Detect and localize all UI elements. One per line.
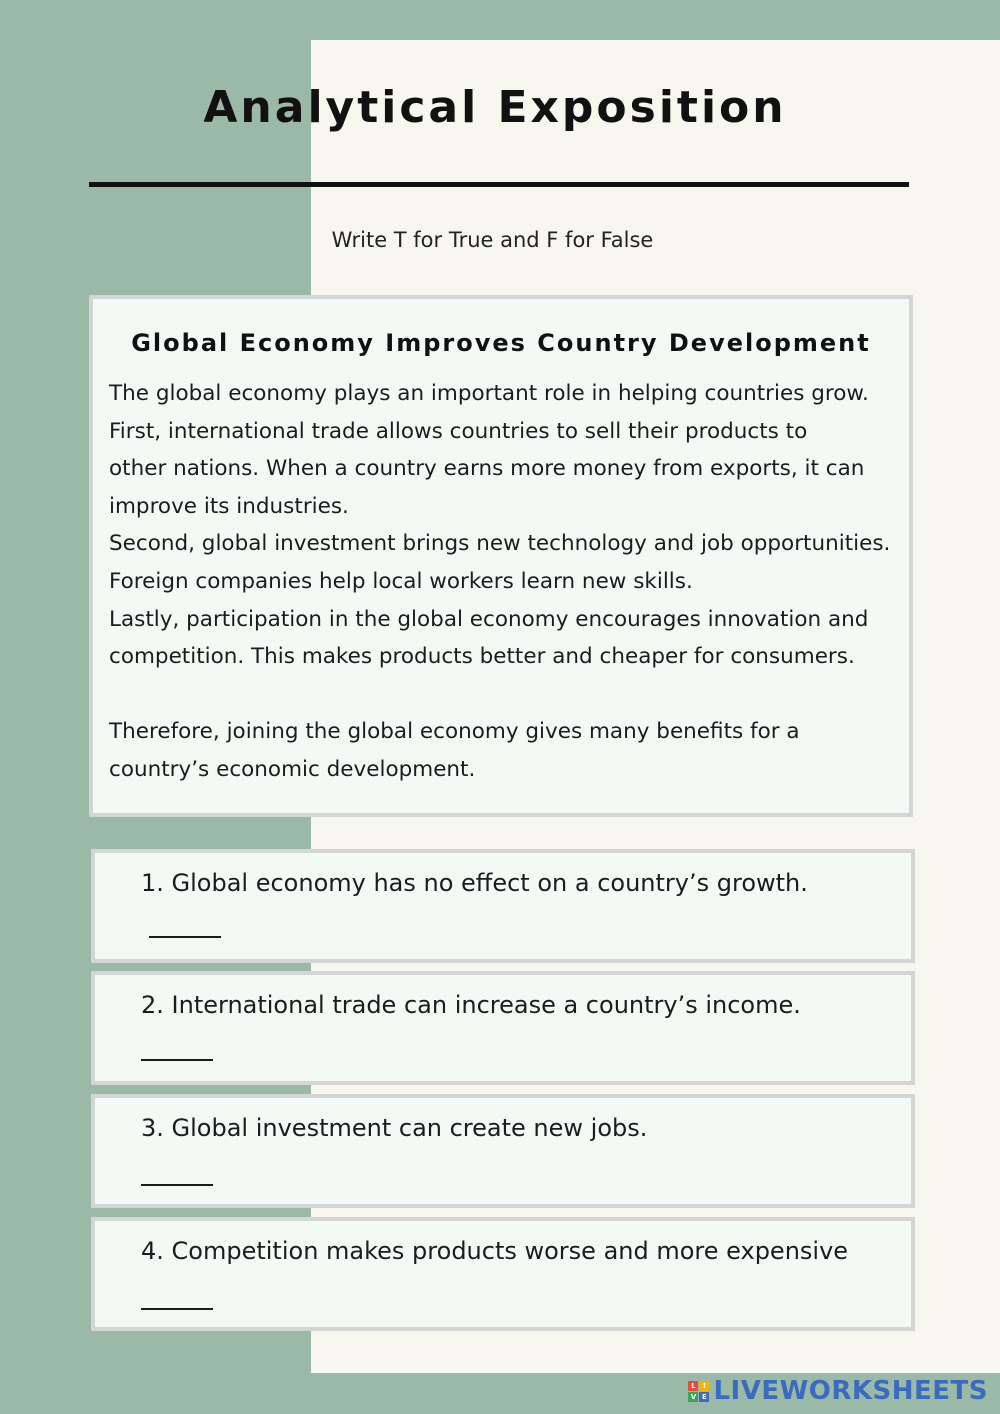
instruction-text: Write T for True and F for False — [331, 228, 654, 252]
paragraph-gap — [109, 676, 899, 714]
answer-blank-1[interactable] — [149, 936, 221, 938]
reading-line: Second, global investment brings new technology and job opportunities. — [109, 531, 891, 557]
answer-blank-3[interactable] — [141, 1184, 213, 1186]
question-box-3 — [91, 1094, 915, 1208]
question-text: 3. Global investment can create new jobs. — [141, 1114, 648, 1142]
reading-line: competition. This makes products better and cheaper for consumers. — [109, 644, 855, 670]
liveworksheets-logo — [688, 1375, 988, 1407]
logo-letter: L — [688, 1381, 698, 1391]
question-box-1 — [91, 849, 915, 963]
reading-line: improve its industries. — [109, 493, 349, 519]
conclusion-line: country’s economic development. — [109, 756, 476, 782]
brand-name: LIVEWORKSHEETS — [713, 1376, 988, 1406]
reading-line: Foreign companies help local workers learn new skills. — [109, 568, 693, 594]
logo-letter: V — [688, 1392, 698, 1402]
reading-title: Global Economy Improves Country Development — [131, 329, 871, 357]
question-text: 2. International trade can increase a country’s income. — [141, 991, 801, 1019]
logo-letter: I — [699, 1381, 709, 1391]
question-box-2 — [91, 971, 915, 1085]
reading-line: other nations. When a country earns more money from exports, it can — [109, 456, 865, 482]
reading-line: First, international trade allows countries to sell their products to — [109, 418, 808, 444]
question-text: 4. Competition makes products worse and more expensive — [141, 1237, 849, 1265]
conclusion-line: Therefore, joining the global economy gives many benefits for a — [109, 719, 800, 745]
answer-blank-4[interactable] — [141, 1308, 213, 1310]
page-title: Analytical Exposition — [203, 82, 787, 133]
reading-line: The global economy plays an important role in helping countries grow. — [109, 381, 869, 406]
title-divider — [89, 182, 909, 187]
question-box-4 — [91, 1217, 915, 1331]
reading-body — [109, 375, 899, 789]
logo-letter: E — [699, 1392, 709, 1402]
reading-line: Lastly, participation in the global economy encourages innovation and — [109, 606, 869, 632]
answer-blank-2[interactable] — [141, 1059, 213, 1061]
reading-passage-box — [89, 295, 913, 817]
live-logo-icon — [688, 1381, 709, 1402]
question-text: 1. Global economy has no effect on a country’s growth. — [141, 869, 808, 897]
